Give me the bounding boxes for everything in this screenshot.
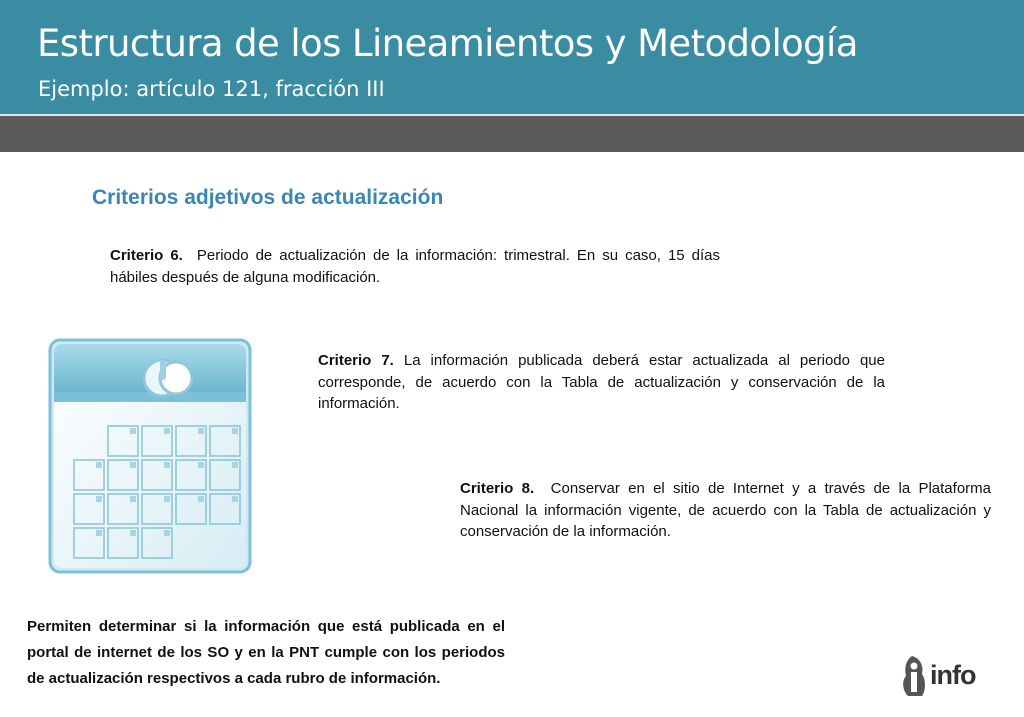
header-banner (0, 0, 1024, 114)
summary-text: Permiten determinar si la información que está publicada en el portal de internet de los SO y en la PNT cumple con los periodos de actualización respectivos a cada rubro de información. (27, 618, 505, 687)
criterion-text: La información publicada deberá estar actualizada al periodo que corresponde, de acuerdo con la Tabla de actualización y conservación de la información. (318, 352, 885, 412)
criterion-label: Criterio 7. (318, 352, 394, 369)
grey-band (0, 116, 1024, 152)
section-title: Criterios adjetivos de actualización (92, 186, 444, 209)
page-title: Estructura de los Lineamientos y Metodología (37, 22, 858, 65)
criterion-8 (460, 478, 991, 543)
criterion-7 (318, 350, 885, 415)
criterion-label: Criterio 6. (110, 247, 183, 264)
calendar-icon (38, 330, 268, 580)
criterion-6 (110, 245, 720, 288)
page-subtitle: Ejemplo: artículo 121, fracción III (38, 77, 385, 101)
criterion-text: Conservar en el sitio de Internet y a través de la Plataforma Nacional la información vigente, de acuerdo con la Tabla de actualización y conservación de la información. (460, 480, 991, 540)
info-logo-text: info (930, 660, 976, 690)
criterion-label: Criterio 8. (460, 480, 535, 497)
criterion-text: Periodo de actualización de la información: trimestral. En su caso, 15 días hábiles después de alguna modificación. (110, 247, 720, 286)
